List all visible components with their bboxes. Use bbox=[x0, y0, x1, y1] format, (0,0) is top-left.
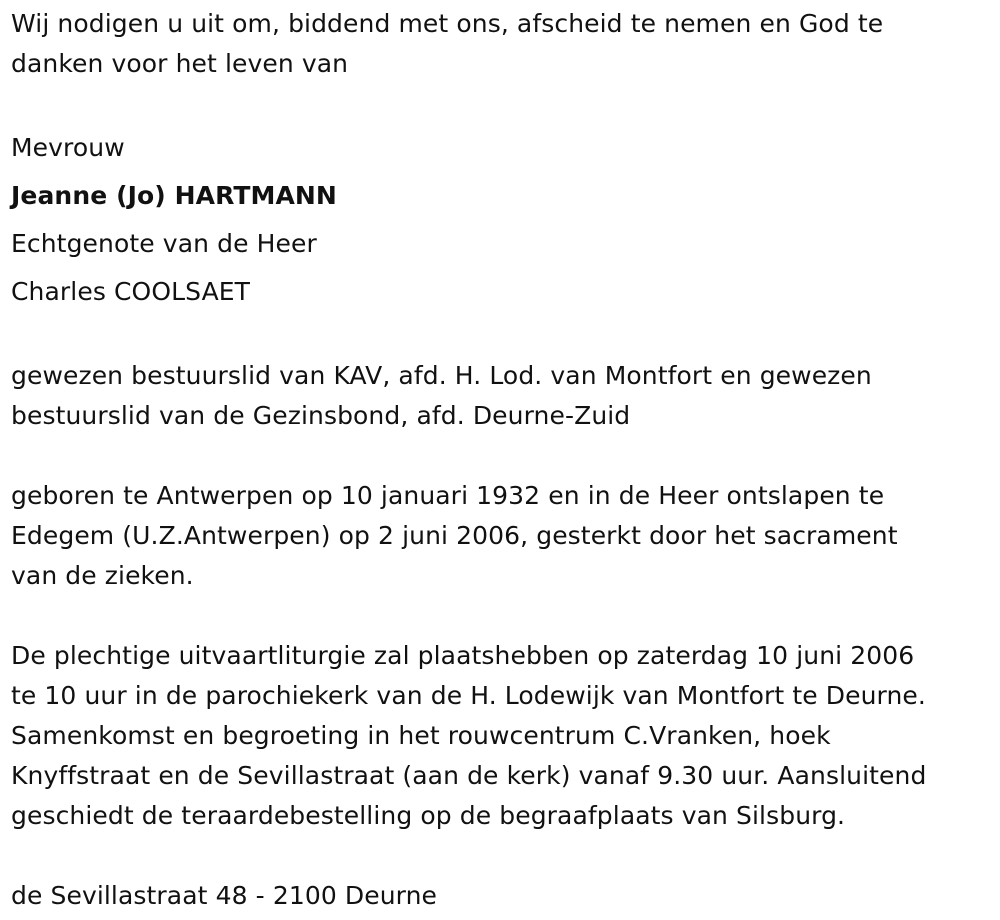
deceased-name: Jeanne (Jo) HARTMANN bbox=[11, 181, 337, 210]
address-paragraph bbox=[11, 876, 1000, 916]
roles-line-2: bestuurslid van de Gezinsbond, afd. Deurne-Zuid bbox=[11, 401, 631, 430]
address-line: de Sevillastraat 48 - 2100 Deurne bbox=[11, 881, 438, 910]
life-line-1: geboren te Antwerpen op 10 januari 1932 en in de Heer ontslapen te bbox=[11, 481, 885, 510]
spacer bbox=[11, 84, 1000, 124]
ceremony-line-1: De plechtige uitvaartliturgie zal plaatshebben op zaterdag 10 juni 2006 bbox=[11, 641, 915, 670]
deceased-block bbox=[11, 124, 1000, 316]
spacer bbox=[11, 436, 1000, 476]
ceremony-line-2: te 10 uur in de parochiekerk van de H. Lodewijk van Montfort te Deurne. bbox=[11, 681, 926, 710]
deceased-relation: Echtgenote van de Heer bbox=[11, 229, 317, 258]
ceremony-line-3: Samenkomst en begroeting in het rouwcentrum C.Vranken, hoek bbox=[11, 721, 831, 750]
ceremony-line-4: Knyffstraat en de Sevillastraat (aan de kerk) vanaf 9.30 uur. Aansluitend bbox=[11, 761, 927, 790]
deceased-spouse: Charles COOLSAET bbox=[11, 277, 251, 306]
spacer bbox=[11, 596, 1000, 636]
intro-paragraph bbox=[11, 0, 1000, 84]
life-paragraph bbox=[11, 476, 1000, 596]
spacer bbox=[11, 316, 1000, 356]
ceremony-paragraph bbox=[11, 636, 1000, 836]
life-line-2: Edegem (U.Z.Antwerpen) op 2 juni 2006, gesterkt door het sacrament bbox=[11, 521, 898, 550]
roles-paragraph bbox=[11, 356, 1000, 436]
ceremony-line-5: geschiedt de teraardebestelling op de begraafplaats van Silsburg. bbox=[11, 801, 846, 830]
intro-line-1: Wij nodigen u uit om, biddend met ons, afscheid te nemen en God te bbox=[11, 9, 884, 38]
spacer bbox=[11, 836, 1000, 876]
roles-line-1: gewezen bestuurslid van KAV, afd. H. Lod. van Montfort en gewezen bbox=[11, 361, 872, 390]
life-line-3: van de zieken. bbox=[11, 561, 194, 590]
intro-line-2: danken voor het leven van bbox=[11, 49, 349, 78]
deceased-title: Mevrouw bbox=[11, 133, 125, 162]
